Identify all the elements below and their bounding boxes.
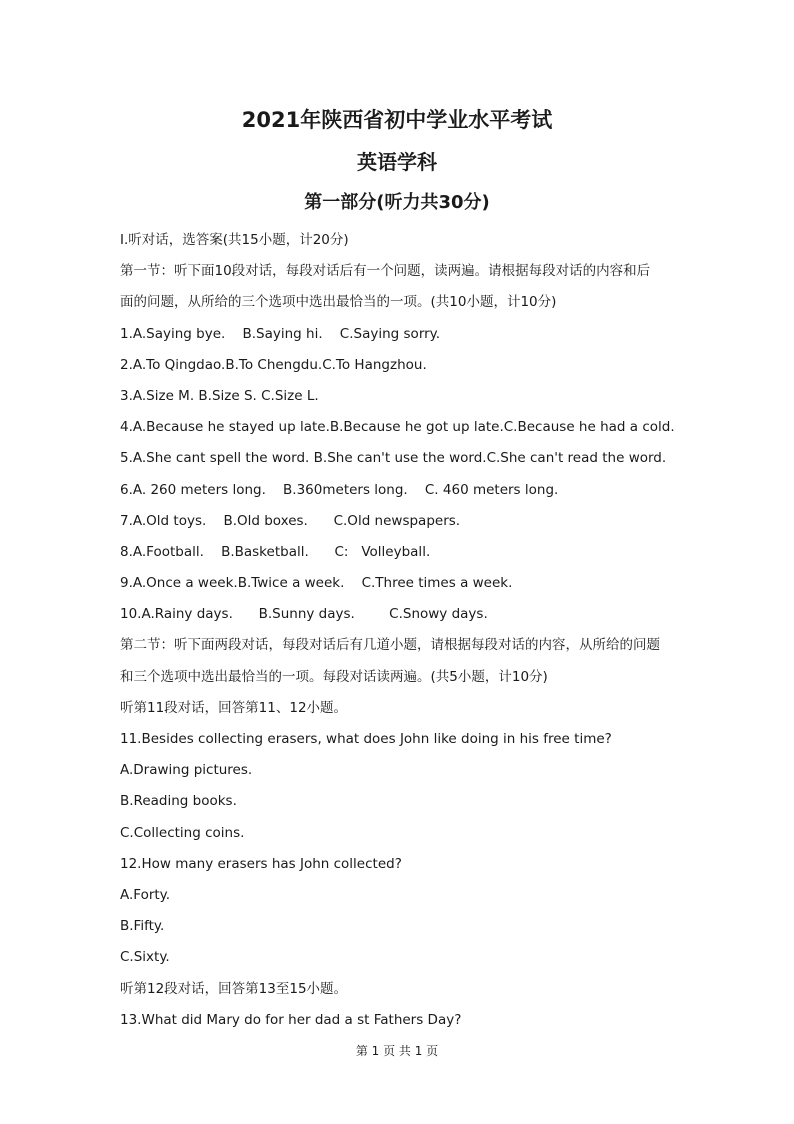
answer-option: B.Reading books.	[120, 793, 237, 810]
question-body	[120, 225, 685, 1036]
question-item: 1.A.Saying bye. B.Saying hi. C.Saying sorry.	[120, 325, 441, 342]
exam-title: 2021年陕西省初中学业水平考试	[241, 108, 553, 132]
question-item: 6.A. 260 meters long. B.360meters long. C. 460 meters long.	[120, 481, 559, 498]
part-title: 第一部分(听力共30分)	[304, 192, 490, 213]
question-item: 3.A.Size M. B.Size S. C.Size L.	[120, 387, 319, 404]
dialogue-instruction: 听第11段对话，回答第11、12小题。	[120, 699, 348, 716]
question-item: 13.What did Mary do for her dad a st Fathers Day?	[120, 1011, 462, 1028]
section-instruction: 和三个选项中选出最恰当的一项。每段对话读两遍。(共5小题，计10分)	[120, 668, 548, 685]
question-item: 7.A.Old toys. B.Old boxes. C.Old newspapers.	[120, 512, 461, 529]
subject-title: 英语学科	[357, 150, 437, 174]
section-instruction: 第二节：听下面两段对话，每段对话后有几道小题，请根据每段对话的内容，从所给的问题	[120, 637, 660, 654]
question-item: 2.A.To Qingdao.B.To Chengdu.C.To Hangzhou.	[120, 356, 427, 373]
section-instruction: 面的问题，从所给的三个选项中选出最恰当的一项。(共10小题，计10分)	[120, 294, 557, 311]
answer-option: A.Drawing pictures.	[120, 762, 253, 779]
answer-option: A.Forty.	[120, 886, 171, 903]
question-item: 4.A.Because he stayed up late.B.Because he got up late.C.Because he had a cold.	[120, 419, 675, 436]
question-item: 8.A.Football. B.Basketball. C: Volleyball.	[120, 543, 431, 560]
answer-option: C.Collecting coins.	[120, 824, 245, 841]
question-item: 10.A.Rainy days. B.Sunny days. C.Snowy days.	[120, 606, 488, 623]
question-item: 11.Besides collecting erasers, what does John like doing in his free time?	[120, 731, 612, 747]
section-instruction: 第一节：听下面10段对话，每段对话后有一个问题，读两遍。请根据每段对话的内容和后	[120, 263, 651, 280]
answer-option: B.Fifty.	[120, 918, 165, 935]
question-item: 9.A.Once a week.B.Twice a week. C.Three times a week.	[120, 575, 513, 592]
section-heading: I.听对话，选答案(共15小题，计20分)	[120, 232, 349, 248]
question-item: 5.A.She cant spell the word. B.She can't use the word.C.She can't read the word.	[120, 450, 667, 467]
page-footer: 第 1 页 共 1 页	[355, 1044, 439, 1058]
answer-option: C.Sixty.	[120, 949, 170, 966]
question-item: 12.How many erasers has John collected?	[120, 855, 402, 872]
dialogue-instruction: 听第12段对话，回答第13至15小题。	[120, 980, 348, 997]
